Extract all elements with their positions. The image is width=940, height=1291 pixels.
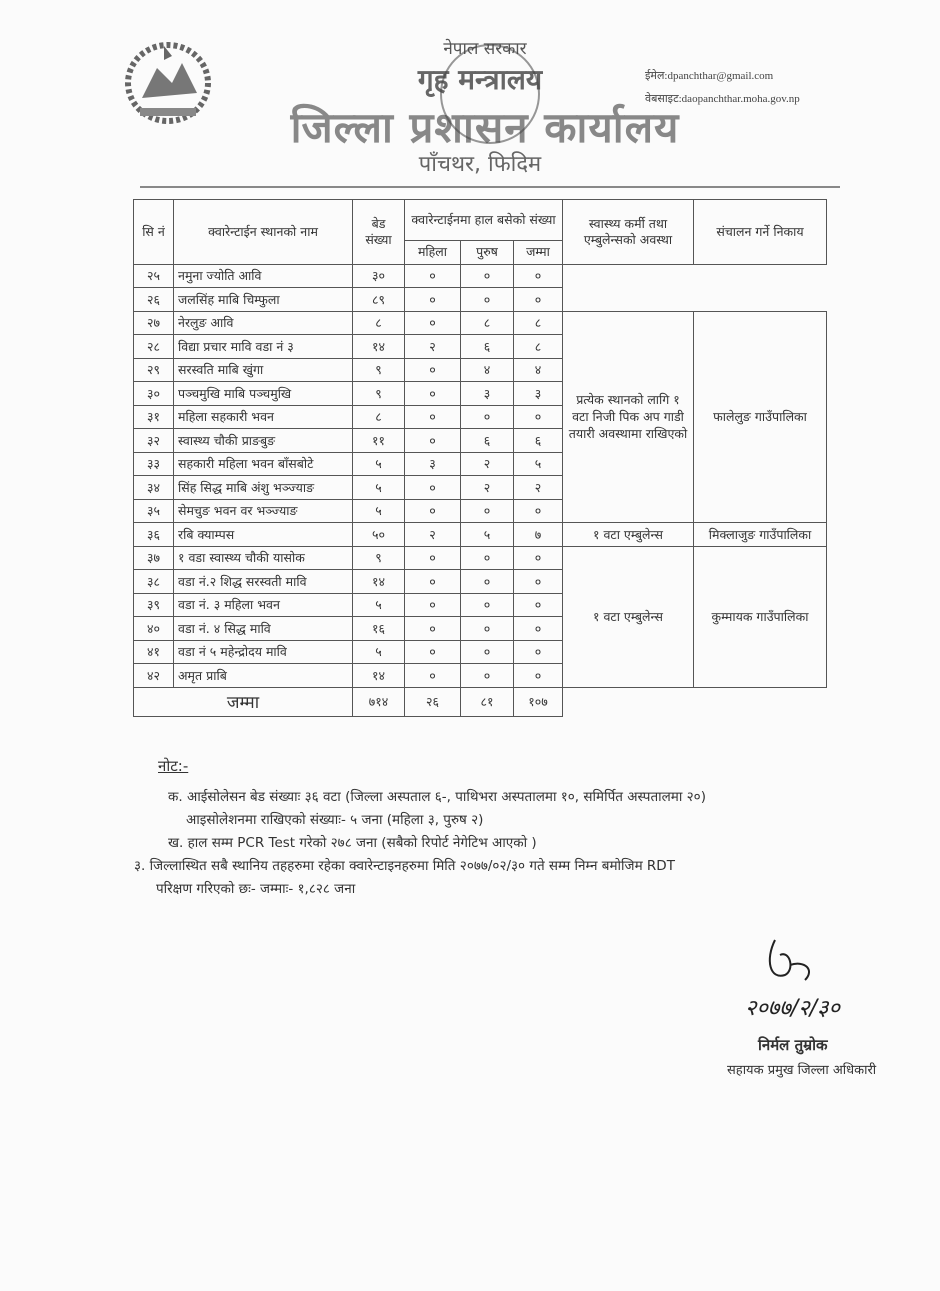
cell-male: ६ xyxy=(461,335,514,359)
cell-beds: १४ xyxy=(353,664,405,688)
cell-sn: ३९ xyxy=(134,593,174,617)
cell-sn: ३७ xyxy=(134,546,174,570)
cell-agency: कुम्मायक गाउँपालिका xyxy=(694,546,827,687)
table-row xyxy=(134,523,827,547)
cell-male: ० xyxy=(461,405,514,429)
cell-health: १ वटा एम्बुलेन्स xyxy=(563,523,694,547)
cell-name: जलसिंह माबि चिम्फुला xyxy=(174,288,353,312)
cell-sn: ३५ xyxy=(134,499,174,523)
cell-female: ० xyxy=(405,311,461,335)
website: वेबसाइट:daopanchthar.moha.gov.np xyxy=(645,93,800,105)
cell-female: ० xyxy=(405,264,461,288)
notes-title: नोट:- xyxy=(158,757,189,775)
cell-male: ० xyxy=(461,617,514,641)
total-label: जम्मा xyxy=(134,687,353,716)
cell-name: महिला सहकारी भवन xyxy=(174,405,353,429)
col-male: पुरुष xyxy=(461,241,514,265)
cell-male: २ xyxy=(461,476,514,500)
cell-name: सेमचुङ भवन वर भञ्ज्याङ xyxy=(174,499,353,523)
cell-female: ० xyxy=(405,476,461,500)
cell-beds: ५ xyxy=(353,452,405,476)
cell-total: ० xyxy=(514,405,563,429)
total-empty xyxy=(563,687,827,716)
cell-sn: ३२ xyxy=(134,429,174,453)
quarantine-table xyxy=(133,199,827,717)
cell-name: विद्या प्रचार मावि वडा नं ३ xyxy=(174,335,353,359)
table-row xyxy=(134,288,827,312)
cell-total: ० xyxy=(514,546,563,570)
cell-male: ८ xyxy=(461,311,514,335)
cell-sn: २५ xyxy=(134,264,174,288)
col-agency: संचालन गर्ने निकाय xyxy=(694,200,827,265)
cell-total: ५ xyxy=(514,452,563,476)
cell-health: प्रत्येक स्थानको लागि १ वटा निजी पिक अप गाडी तयारी अवस्थामा राखिएको xyxy=(563,311,694,523)
cell-beds: ५ xyxy=(353,499,405,523)
col-current: क्वारेन्टाईनमा हाल बसेको संख्या xyxy=(405,200,563,241)
cell-sn: २६ xyxy=(134,288,174,312)
cell-name: वडा नं ५ महेन्द्रोदय मावि xyxy=(174,640,353,664)
col-female: महिला xyxy=(405,241,461,265)
cell-beds: १४ xyxy=(353,570,405,594)
cell-sn: ३६ xyxy=(134,523,174,547)
cell-male: ६ xyxy=(461,429,514,453)
cell-total: ० xyxy=(514,617,563,641)
cell-name: नमुना ज्योति आवि xyxy=(174,264,353,288)
email: ईमेल:dpanchthar@gmail.com xyxy=(645,70,774,82)
cell-male: ० xyxy=(461,640,514,664)
note-3-2: परिक्षण गरिएको छः- जम्माः- १,८२८ जना xyxy=(156,881,356,897)
cell-female: ० xyxy=(405,593,461,617)
cell-female: ० xyxy=(405,570,461,594)
cell-beds: ९ xyxy=(353,546,405,570)
cell-total: ७ xyxy=(514,523,563,547)
cell-total: ० xyxy=(514,570,563,594)
cell-female: ० xyxy=(405,499,461,523)
cell-beds: ११ xyxy=(353,429,405,453)
cell-name: वडा नं. ४ सिद्ध मावि xyxy=(174,617,353,641)
cell-sn: २९ xyxy=(134,358,174,382)
cell-male: ४ xyxy=(461,358,514,382)
note-ka-2: आइसोलेशनमा राखिएको संख्याः- ५ जना (महिला ३, पुरुष २) xyxy=(186,812,484,828)
cell-beds: ९ xyxy=(353,358,405,382)
signatory-name: निर्मल तुम्रोक xyxy=(758,1036,828,1054)
cell-female: ० xyxy=(405,546,461,570)
cell-total: ० xyxy=(514,499,563,523)
note-3: ३. जिल्लास्थित सबै स्थानिय तहहरुमा रहेका क्वारेन्टाइनहरुमा मिति २०७७/०२/३० गते सम्म निम्न बमोजिम RDT xyxy=(134,858,675,874)
cell-total: ० xyxy=(514,288,563,312)
cell-male: ० xyxy=(461,546,514,570)
cell-sn: ३८ xyxy=(134,570,174,594)
cell-name: अमृत प्राबि xyxy=(174,664,353,688)
cell-total: ४ xyxy=(514,358,563,382)
col-health: स्वास्थ्य कर्मी तथा एम्बुलेन्सको अवस्था xyxy=(563,200,694,265)
cell-male: ० xyxy=(461,288,514,312)
cell-name: सिंह सिद्ध माबि अंशु भञ्ज्याङ xyxy=(174,476,353,500)
cell-name: वडा नं.२ शिद्ध सरस्वती मावि xyxy=(174,570,353,594)
totals-row xyxy=(134,687,827,716)
header-ministry: गृह मन्त्रालय xyxy=(417,63,543,96)
cell-female: ० xyxy=(405,664,461,688)
cell-beds: ५० xyxy=(353,523,405,547)
col-name: क्वारेन्टाईन स्थानको नाम xyxy=(174,200,353,265)
cell-sn: २८ xyxy=(134,335,174,359)
cell-beds: ५ xyxy=(353,593,405,617)
cell-name: वडा नं. ३ महिला भवन xyxy=(174,593,353,617)
cell-total: ६ xyxy=(514,429,563,453)
cell-sn: ४२ xyxy=(134,664,174,688)
header-office: जिल्ला प्रशासन कार्यालय xyxy=(290,103,680,152)
cell-name: स्वास्थ्य चौकी प्राङबुङ xyxy=(174,429,353,453)
cell-female: २ xyxy=(405,335,461,359)
cell-total: २ xyxy=(514,476,563,500)
cell-female: २ xyxy=(405,523,461,547)
note-ka: क. आईसोलेसन बेड संख्याः ३६ वटा (जिल्ला अस्पताल ६-, पाथिभरा अस्पतालमा १०, समिर्पित अस्पतालमा २०) xyxy=(168,789,706,805)
cell-female: ० xyxy=(405,358,461,382)
cell-male: ५ xyxy=(461,523,514,547)
total-female: २६ xyxy=(405,687,461,716)
cell-female: ० xyxy=(405,640,461,664)
notes-section xyxy=(134,755,706,901)
cell-female: ० xyxy=(405,429,461,453)
header-government: नेपाल सरकार xyxy=(443,39,527,59)
table-row xyxy=(134,311,827,335)
cell-total: ० xyxy=(514,664,563,688)
note-kha: ख. हाल सम्म PCR Test गरेको २७८ जना (सबैको रिपोर्ट नेगेटिभ आएको ) xyxy=(168,835,537,851)
cell-total: ० xyxy=(514,593,563,617)
cell-sn: ३३ xyxy=(134,452,174,476)
col-beds: बेड संख्या xyxy=(353,200,405,265)
cell-sn: २७ xyxy=(134,311,174,335)
cell-beds: ८ xyxy=(353,405,405,429)
cell-name: रबि क्याम्पस xyxy=(174,523,353,547)
total-beds: ७१४ xyxy=(353,687,405,716)
cell-female: ० xyxy=(405,617,461,641)
table-row xyxy=(134,546,827,570)
cell-beds: ९ xyxy=(353,382,405,406)
cell-male: ० xyxy=(461,570,514,594)
col-sn: सि नं xyxy=(134,200,174,265)
cell-total: ० xyxy=(514,264,563,288)
cell-name: पञ्चमुखि माबि पञ्चमुखि xyxy=(174,382,353,406)
cell-male: ० xyxy=(461,264,514,288)
handwritten-signature xyxy=(735,920,885,1030)
header-divider xyxy=(140,186,840,188)
cell-sn: ३४ xyxy=(134,476,174,500)
col-total: जम्मा xyxy=(514,241,563,265)
cell-female: ० xyxy=(405,382,461,406)
cell-male: ० xyxy=(461,499,514,523)
cell-sn: ३१ xyxy=(134,405,174,429)
cell-female: ० xyxy=(405,288,461,312)
cell-name: सरस्वति माबि खुंगा xyxy=(174,358,353,382)
cell-female: ० xyxy=(405,405,461,429)
cell-total: ३ xyxy=(514,382,563,406)
cell-total: ० xyxy=(514,640,563,664)
cell-male: २ xyxy=(461,452,514,476)
cell-male: ० xyxy=(461,593,514,617)
cell-beds: ३० xyxy=(353,264,405,288)
cell-sn: ३० xyxy=(134,382,174,406)
header-location: पाँचथर, फिदिम xyxy=(418,152,542,177)
cell-beds: १६ xyxy=(353,617,405,641)
cell-male: ० xyxy=(461,664,514,688)
cell-sn: ४१ xyxy=(134,640,174,664)
cell-male: ३ xyxy=(461,382,514,406)
cell-beds: ५ xyxy=(353,640,405,664)
cell-beds: ८ xyxy=(353,311,405,335)
cell-agency: मिक्लाजुङ गाउँपालिका xyxy=(694,523,827,547)
cell-beds: ५ xyxy=(353,476,405,500)
cell-name: सहकारी महिला भवन बाँसबोटे xyxy=(174,452,353,476)
cell-name: १ वडा स्वास्थ्य चौकी यासोक xyxy=(174,546,353,570)
cell-name: नेरलुङ आवि xyxy=(174,311,353,335)
total-total: १०७ xyxy=(514,687,563,716)
cell-beds: १४ xyxy=(353,335,405,359)
total-male: ८१ xyxy=(461,687,514,716)
cell-total: ८ xyxy=(514,311,563,335)
cell-beds: ८९ xyxy=(353,288,405,312)
cell-agency: फालेलुङ गाउँपालिका xyxy=(694,311,827,523)
cell-sn: ४० xyxy=(134,617,174,641)
cell-female: ३ xyxy=(405,452,461,476)
signature-date: २०७७/२/३० xyxy=(745,996,840,1021)
table-row xyxy=(134,264,827,288)
signatory-title: सहायक प्रमुख जिल्ला अधिकारी xyxy=(727,1063,877,1078)
cell-total: ८ xyxy=(514,335,563,359)
cell-health: १ वटा एम्बुलेन्स xyxy=(563,546,694,687)
office-stamp xyxy=(440,44,540,144)
